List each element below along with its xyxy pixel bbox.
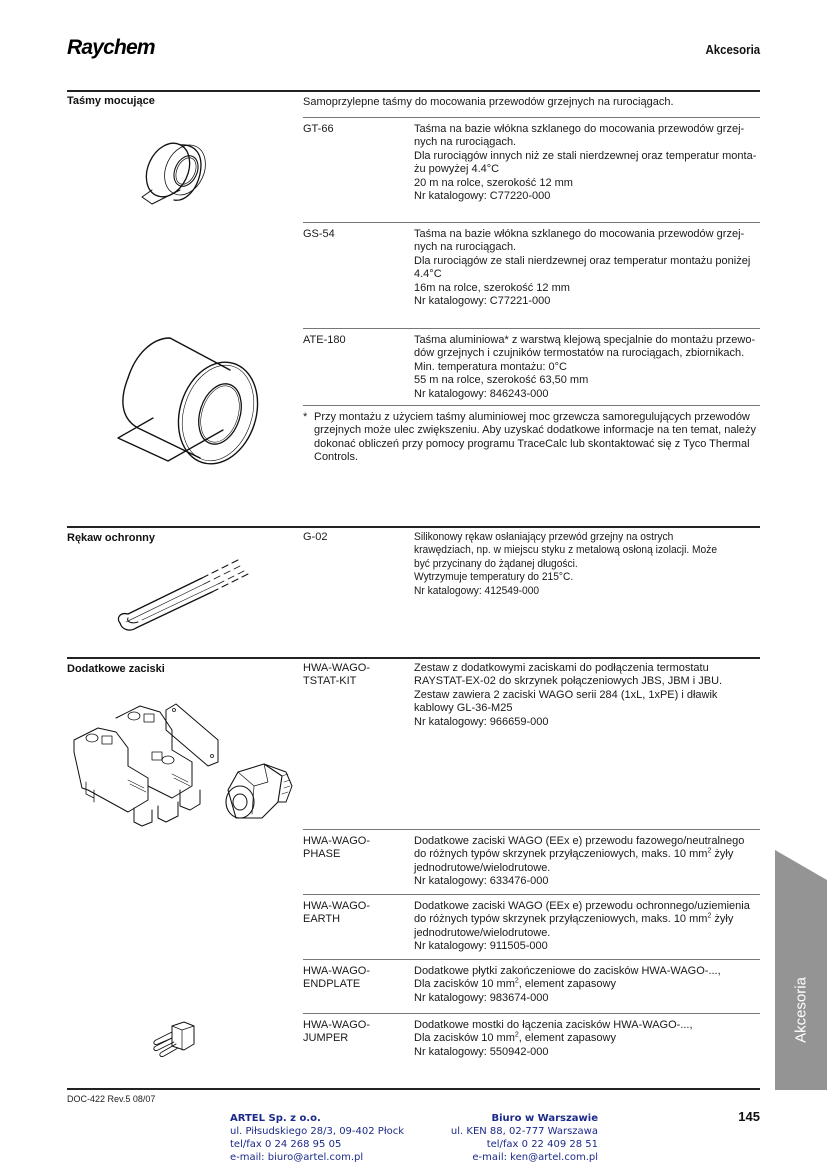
section-title-sleeve: Rękaw ochronny [67, 532, 156, 544]
phone: tel/fax 0 22 409 28 51 [486, 1139, 598, 1150]
section-rule [67, 526, 760, 528]
footnote-marker: * [303, 411, 308, 423]
product-code: HWA-WAGO- JUMPER [303, 1019, 371, 1045]
product-description: Taśma aluminiowa* z warstwą klejową specjalnie do montażu przewo- dów grzejnych i czujników termostatów na rurociągach, zbiornikach. Min. temperatura montażu: 0°C 55 m na rolce, szerokość 63,50 mm Nr katalogowy: 846243-000 [414, 334, 756, 400]
footer-contact-plock [230, 1112, 404, 1164]
footer-contact-warsaw [440, 1112, 598, 1164]
office-name: Biuro w Warszawie [491, 1113, 598, 1124]
company-name: ARTEL Sp. z o.o. [230, 1113, 321, 1124]
address: ul. KEN 88, 02-777 Warszawa [450, 1126, 598, 1137]
section-title-terminals: Dodatkowe zaciski [67, 663, 165, 675]
tape-roll-small-illustration [140, 132, 210, 212]
product-code: GT-66 [303, 123, 334, 135]
item-divider [303, 328, 760, 329]
document-reference: DOC-422 Rev.5 08/07 [67, 1094, 156, 1104]
jumper-illustration [148, 1020, 198, 1060]
product-description: Dodatkowe płytki zakończeniowe do zacisków HWA-WAGO-..., Dla zacisków 10 $mm^2$, element zapasowy Nr katalogowy: 983674-000 [414, 965, 721, 1004]
product-code: HWA-WAGO- ENDPLATE [303, 965, 371, 991]
phone: tel/fax 0 24 268 95 05 [230, 1139, 342, 1150]
item-divider [303, 959, 760, 960]
section-title-tapes: Taśmy mocujące [67, 95, 155, 107]
product-code: G-02 [303, 531, 328, 543]
product-description: Taśma na bazie włókna szklanego do mocowania przewodów grzej- nych na rurociągach. Dla rurociągów ze stali nierdzewnej oraz temperatur montażu poniżej 4.4°C 16m na rolce, szerokość 12 mm Nr katalogowy: C77221-000 [414, 228, 751, 308]
page-number: 145 [738, 1109, 760, 1124]
product-description: Silikonowy rękaw osłaniający przewód grzejny na ostrych krawędziach, np. w miejscu styku z metalową osłoną izolacji. Może być przycinany do żądanej długości. Wytrzymuje temperatury do 215°C. Nr katalogowy: 412549-000 [414, 531, 718, 597]
product-description: Taśma na bazie włókna szklanego do mocowania przewodów grzej- nych na rurociągach. Dla rurociągów innych niż ze stali nierdzewnej oraz temperatur monta- żu powyżej 4.4°C 20 m na rolce, szerokość 12 mm Nr katalogowy: C77220-000 [414, 123, 757, 203]
footnote: * Przy montażu z użyciem taśmy aluminiowej moc grzewcza samoregulujących przewodów grzejnych może ulec zwiększeniu. Aby uzyskać dodatkowe informacje na ten temat, należy dokonać obliczeń przy pomocy programu TraceCalc lub skontaktować się z Tyco Thermal Controls. [303, 411, 757, 464]
address: ul. Piłsudskiego 28/3, 09-402 Płock [230, 1126, 405, 1137]
section-intro: Samoprzylepne taśmy do mocowania przewodów grzejnych na rurociągach. [303, 96, 674, 108]
product-code: HWA-WAGO- TSTAT-KIT [303, 662, 371, 688]
section-rule [67, 90, 760, 92]
side-tab-label: Akcesoria [792, 977, 810, 1043]
product-code: GS-54 [303, 228, 335, 240]
product-code: HWA-WAGO- PHASE [303, 835, 371, 861]
email[interactable]: e-mail: biuro@artel.com.pl [230, 1152, 364, 1163]
section-rule [67, 657, 760, 659]
item-divider [303, 222, 760, 223]
item-divider [303, 405, 760, 406]
item-divider [303, 894, 760, 895]
product-description: Dodatkowe zaciski WAGO (EEx e) przewodu fazowego/neutralnego do różnych typów skrzynek przyłączeniowych, maks. 10 $mm^2$ żyły jednodrutowe/wielodrutowe. Nr katalogowy: 633476-000 [414, 835, 745, 888]
item-divider [303, 829, 760, 830]
protective-sleeve-illustration [112, 548, 262, 638]
product-code: ATE-180 [303, 334, 346, 346]
item-divider [303, 117, 760, 118]
email[interactable]: e-mail: ken@artel.com.pl [472, 1152, 598, 1163]
product-description: Dodatkowe mostki do łączenia zacisków HWA-WAGO-..., Dla zacisków 10 $mm^2$, element zapasowy Nr katalogowy: 550942-000 [414, 1019, 693, 1058]
raychem-logo: Raychem [67, 36, 155, 59]
product-code: HWA-WAGO- EARTH [303, 900, 371, 926]
tape-roll-large-illustration [108, 318, 268, 478]
product-description: Zestaw z dodatkowymi zaciskami do podłączenia termostatu RAYSTAT-EX-02 do skrzynek połączeniowych JBS, JBM i JBU. Zestaw zawiera 2 zaciski WAGO serii 284 (1xL, 1xPE) i dławik kablowy GL-36-M25 Nr katalogowy: 966659-000 [414, 662, 723, 728]
header-section-title: Akcesoria [705, 42, 760, 57]
footer-rule [67, 1088, 760, 1090]
item-divider [303, 1013, 760, 1014]
product-description: Dodatkowe zaciski WAGO (EEx e) przewodu ochronnego/uziemienia do różnych typów skrzynek przyłączeniowych, maks. 10 $mm^2$ żyły jednodrutowe/wielodrutowe. Nr katalogowy: 911505-000 [414, 900, 750, 953]
terminal-kit-illustration [68, 690, 298, 840]
